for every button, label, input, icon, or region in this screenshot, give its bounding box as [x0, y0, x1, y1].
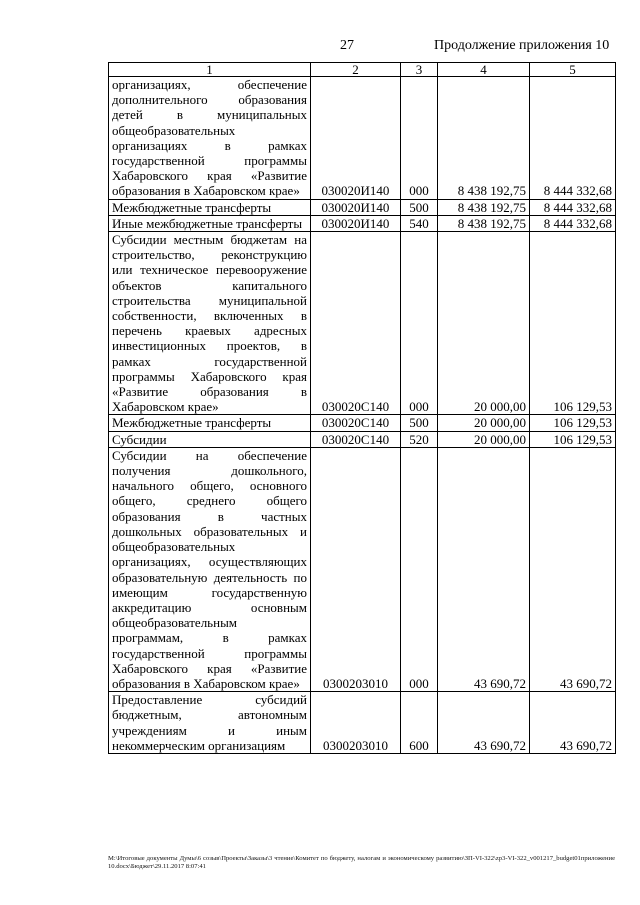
row-sum-2019: 106 129,53: [530, 415, 616, 431]
row-expense-type: 000: [401, 232, 438, 415]
row-sum-2018: 8 438 192,75: [438, 215, 530, 231]
column-number-row: [109, 63, 616, 77]
table-row: [109, 232, 616, 415]
table-row: [109, 447, 616, 691]
row-sum-2018: 20 000,00: [438, 431, 530, 447]
row-code: 0300203010: [311, 692, 401, 754]
row-code: 030020С140: [311, 415, 401, 431]
row-expense-type: 000: [401, 77, 438, 200]
row-expense-type: 000: [401, 447, 438, 691]
row-sum-2018: 8 438 192,75: [438, 77, 530, 200]
row-code: 030020С140: [311, 431, 401, 447]
row-expense-type: 540: [401, 215, 438, 231]
row-sum-2018: 43 690,72: [438, 692, 530, 754]
row-sum-2019: 8 444 332,68: [530, 215, 616, 231]
row-code: 030020И140: [311, 199, 401, 215]
table-row: [109, 692, 616, 754]
table-row: [109, 215, 616, 231]
row-name: Межбюджетные трансферты: [109, 415, 311, 431]
row-name: Предоставление субсидий бюджетным, автономным учреждениям и иным некоммерческим организациям: [109, 692, 311, 754]
row-expense-type: 520: [401, 431, 438, 447]
column-header: 3: [401, 63, 438, 77]
row-code: 0300203010: [311, 447, 401, 691]
table-row: [109, 415, 616, 431]
row-sum-2018: 20 000,00: [438, 415, 530, 431]
row-sum-2019: 43 690,72: [530, 692, 616, 754]
row-expense-type: 500: [401, 199, 438, 215]
table-row: [109, 431, 616, 447]
row-sum-2018: 43 690,72: [438, 447, 530, 691]
row-sum-2019: 43 690,72: [530, 447, 616, 691]
continuation-label: Продолжение приложения 10: [434, 38, 610, 53]
row-sum-2019: 8 444 332,68: [530, 199, 616, 215]
row-sum-2019: 8 444 332,68: [530, 77, 616, 200]
column-header: 2: [311, 63, 401, 77]
row-name: Межбюджетные трансферты: [109, 199, 311, 215]
row-sum-2018: 8 438 192,75: [438, 199, 530, 215]
budget-table: [108, 62, 616, 754]
row-code: 030020И140: [311, 77, 401, 200]
column-header: 1: [109, 63, 311, 77]
row-sum-2018: 20 000,00: [438, 232, 530, 415]
row-name: организациях, обеспечение дополнительного образования детей в муниципальных общеобразовательных организациях в рамках государственной программы Хабаровского края «Развитие образования в Хабаровском крае»: [109, 77, 311, 200]
table-row: [109, 199, 616, 215]
row-name: Субсидии: [109, 431, 311, 447]
row-name: Иные межбюджетные трансферты: [109, 215, 311, 231]
file-path-footer: M:\Итоговые документы Думы\6 созыв\Проекты\Заказы\3 чтение\Комитет по бюджету, налогам и экономическому развитию\ЗП-VI-322\zp3-VI-322_v001217_budget01приложение 10.docx\Бюджет\29.11.2017 8:07:41: [108, 855, 615, 870]
page-number: 27: [340, 38, 354, 53]
column-header: 4: [438, 63, 530, 77]
row-expense-type: 600: [401, 692, 438, 754]
column-header: 5: [530, 63, 616, 77]
table-row: [109, 77, 616, 200]
row-name: Субсидии на обеспечение получения дошкольного, начального общего, основного общего, среднего общего образования в частных дошкольных образовательных и общеобразовательных организациях, осуществляющих образовательную деятельность по имеющим государственную аккредитацию основным общеобразовательным программам, в рамках государственной программы Хабаровского края «Развитие образования в Хабаровском крае»: [109, 447, 311, 691]
row-sum-2019: 106 129,53: [530, 431, 616, 447]
row-code: 030020С140: [311, 232, 401, 415]
row-sum-2019: 106 129,53: [530, 232, 616, 415]
row-code: 030020И140: [311, 215, 401, 231]
row-name: Субсидии местным бюджетам на строительство, реконструкцию или техническое перевооружение объектов капитального строительства муниципальной собственности, включенных в перечень краевых адресных инвестиционных проектов, в рамках государственной программы Хабаровского края «Развитие образования в Хабаровском крае»: [109, 232, 311, 415]
row-expense-type: 500: [401, 415, 438, 431]
